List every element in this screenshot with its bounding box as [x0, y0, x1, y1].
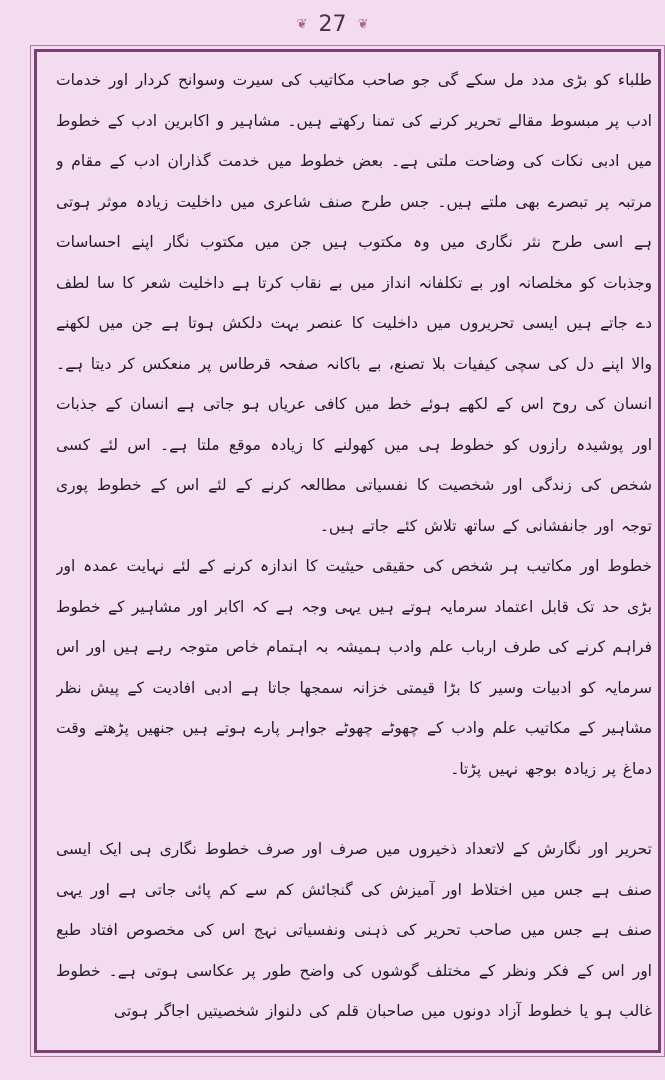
paragraph-gap: [56, 789, 652, 829]
ornament-left-icon: ❦: [296, 17, 308, 32]
paragraph-3: تحریر اور نگارش کے لاتعداد ذخیروں میں صرف اور صرف خطوط نگاری ہی ایک ایسی صنف ہے جس میں اختلاط اور آمیزش کی گنجائش کم سے کم پائی جاتی ہے اور یہی صنف ہے جس میں صاحب تحریر کی ذہنی ونفسیاتی نہج اس کی مخصوص افتاد طبع اور اس کے فکر ونظر کے مختلف گوشوں کی واضح طور پر عکاسی ہوتی ہے۔ خطوط غالب ہو یا خطوط آزاد دونوں میں صاحبان قلم کی دلنواز شخصیتیں اجاگر ہوتی: [56, 840, 652, 1020]
page-header: [0, 12, 665, 37]
page-number: 27: [318, 12, 347, 37]
paragraph-2: خطوط اور مکاتیب ہر شخص کی حقیقی حیثیت کا اندازہ کرنے کے لئے نہایت عمدہ اور بڑی حد تک قابل اعتماد سرمایہ ہوتے ہیں یہی وجہ ہے کہ اکابر اور مشاہیر کے خطوط فراہم کرنے کی طرف ارباب علم وادب ہمیشہ بہ اہتمام خاص متوجہ رہے ہیں اور اس سرمایہ کو ادبیات وسیر کا بڑا قیمتی خزانہ سمجھا جاتا ہے ادبی افادیت کے پیش نظر مشاہیر کے مکاتیب علم وادب کے چھوٹے چھوٹے جواہر پارے ہوتے ہیں جنھیں پڑھتے وقت دماغ پر زیادہ بوجھ نہیں پڑتا۔: [56, 557, 652, 778]
ornament-right-icon: ❦: [357, 17, 369, 32]
page-body: [56, 60, 652, 1040]
paragraph-1: طلباء کو بڑی مدد مل سکے گی جو صاحب مکاتیب کی سیرت وسوانح کردار اور خدمات ادب پر مبسوط مقالے تحریر کرنے کی تمنا رکھتے ہیں۔ مشاہیر و اکابرین ادب کے خطوط میں ادبی نکات کی وضاحت ملتی ہے۔ بعض خطوط میں خدمت گذاران ادب کے مقام و مرتبہ پر تبصرے بھی ملتے ہیں۔ جس طرح صنف شاعری میں داخلیت زیادہ موثر ہوتی ہے اسی طرح نثر نگاری میں وہ مکتوب ہیں جن میں مکتوب نگار اپنے احساسات وجذبات کو مخلصانہ اور بے تکلفانہ انداز میں بے نقاب کرتا ہے داخلیت شعر کا سا لطف دے جاتے ہیں ایسی تحریروں میں داخلیت کا عنصر بہت دلکش ہوتا ہے جن میں لکھنے والا اپنے دل کی سچی کیفیات بلا تصنع، بے باکانہ صفحہ قرطاس پر منعکس کر دیتا ہے۔ انسان کی روح اس کے لکھے ہوئے خط میں کافی عریاں ہو جاتی ہے انسان کے جذبات اور پوشیدہ رازوں کو خطوط ہی میں کھولنے کا زیادہ موقع ملتا ہے۔ اس لئے کسی شخص کی زندگی اور شخصیت کا نفسیاتی مطالعہ کرنے کے لئے اس کے خطوط پوری توجہ اور جانفشانی کے ساتھ تلاش کئے جاتے ہیں۔: [56, 71, 652, 535]
